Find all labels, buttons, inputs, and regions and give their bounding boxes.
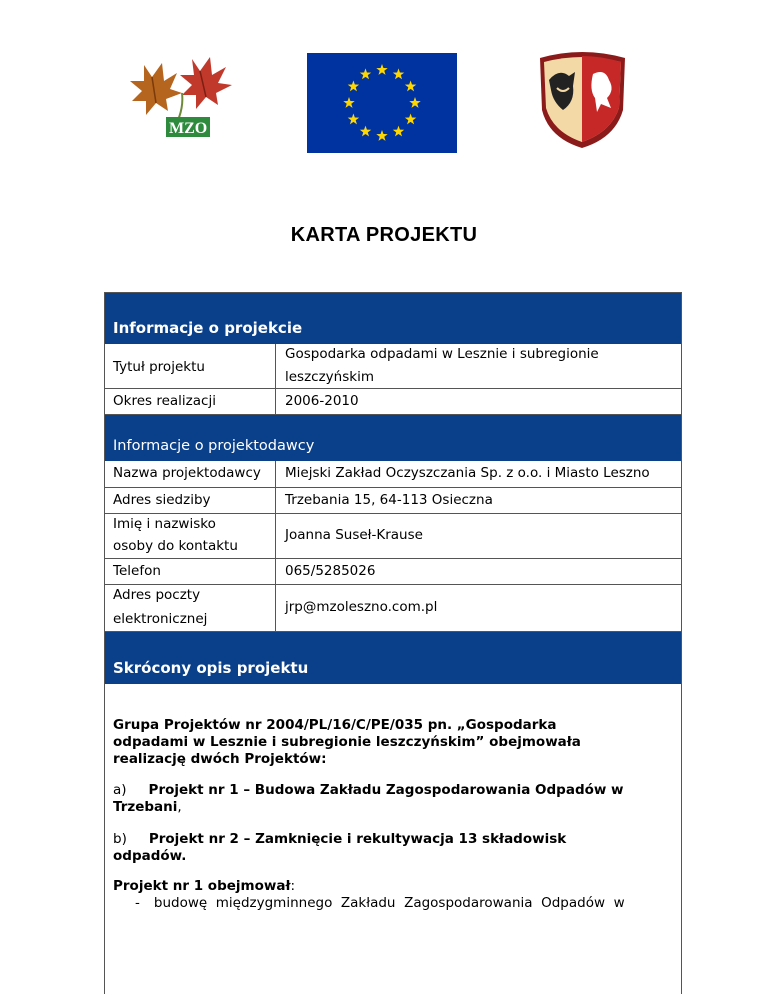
mzo-logo [122,55,242,151]
row-phone [105,559,681,585]
value-project-title-line2: leszczyńskim [285,369,374,385]
list-item-a [113,782,673,816]
column-divider [275,585,276,631]
page-title: KARTA PROJEKTU [290,224,478,246]
list-marker-b: b) [113,831,127,847]
column-divider [275,559,276,584]
project1-heading [113,878,673,895]
list-text-a-2: Trzebani [113,799,178,815]
summary-paragraph [113,717,673,768]
bullet-text: budowę międzygminnego Zakładu Zagospodarowania Odpadów w [153,895,625,911]
section-title: Informacje o projekcie [113,319,303,337]
section-header-provider-info [105,415,681,461]
list-text-b: Projekt nr 2 – Zamknięcie i rekultywacja 13 składowisk [148,831,567,847]
bullet-item [135,895,675,912]
section-title: Skrócony opis projektu [113,659,309,677]
section-header-project-info [105,293,681,344]
label-email-line1: Adres poczty [113,587,201,603]
row-email [105,585,681,632]
project-card [104,292,682,994]
row-contact-person [105,514,681,559]
leszno-coat-of-arms [535,50,630,150]
label-period: Okres realizacji [113,393,216,409]
column-divider [275,461,276,487]
summary-line: realizację dwóch Projektów: [113,751,327,767]
row-project-title [105,344,681,389]
project1-heading-colon: : [290,878,296,894]
section-title: Informacje o projektodawcy [113,438,315,454]
section-header-summary [105,632,681,684]
project1-heading-text: Projekt nr 1 obejmował [113,878,291,894]
label-provider-name: Nazwa projektodawcy [113,465,261,481]
logos-header [0,0,768,160]
summary-line: odpadami w Lesznie i subregionie leszczyńskim” obejmowała [113,734,581,750]
list-text-a: Projekt nr 1 – Budowa Zakładu Zagospodarowania Odpadów w [148,782,624,798]
label-phone: Telefon [113,563,161,579]
list-item-b [113,831,673,865]
value-email: jrp@mzoleszno.com.pl [285,599,438,615]
column-divider [275,344,276,388]
list-text-a-tail: , [177,799,182,815]
value-contact-person: Joanna Suseł-Krause [285,527,423,543]
row-provider-name [105,461,681,488]
label-contact-line1: Imię i nazwisko [113,516,216,532]
column-divider [275,389,276,414]
eu-flag [307,53,457,153]
label-address: Adres siedziby [113,492,211,508]
list-text-b-2: odpadów. [113,848,187,864]
row-address [105,488,681,514]
column-divider [275,488,276,513]
list-marker-a: a) [113,782,127,798]
value-period: 2006-2010 [285,393,359,409]
value-provider-name: Miejski Zakład Oczyszczania Sp. z o.o. i Miasto Leszno [285,465,650,481]
mzo-logo-text: MZO [169,120,208,137]
bullet-marker: - [135,895,140,911]
value-address: Trzebania 15, 64-113 Osieczna [285,492,493,508]
label-project-title: Tytuł projektu [113,359,205,375]
label-contact-line2: osoby do kontaktu [113,538,238,554]
label-email-line2: elektronicznej [113,611,208,627]
value-project-title-line1: Gospodarka odpadami w Lesznie i subregionie [285,346,599,362]
summary-line: Grupa Projektów nr 2004/PL/16/C/PE/035 pn. „Gospodarka [113,717,557,733]
value-phone: 065/5285026 [285,563,376,579]
column-divider [275,514,276,558]
row-period [105,389,681,415]
